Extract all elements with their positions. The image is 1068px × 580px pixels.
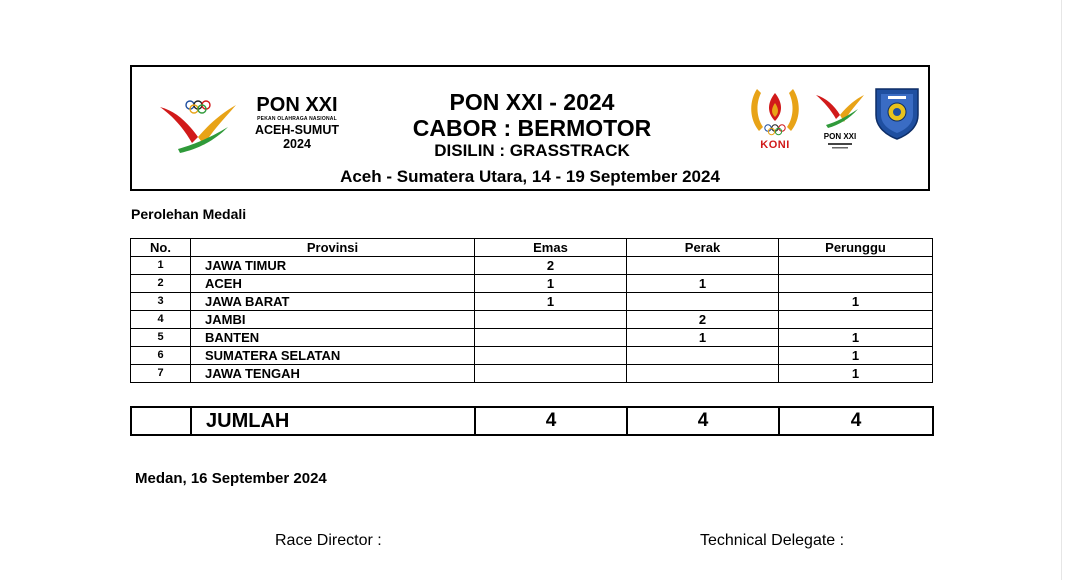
row-silver: 1 [627,329,779,347]
row-bronze: 1 [779,347,933,365]
table-header-row [131,239,933,257]
row-bronze: 1 [779,293,933,311]
place-date: Medan, 16 September 2024 [135,470,327,487]
row-province: ACEH [191,275,475,293]
row-gold: 1 [475,293,627,311]
row-gold: 2 [475,257,627,275]
row-province: JAMBI [191,311,475,329]
document-header [130,65,930,191]
koni-label: KONI [760,139,790,151]
row-bronze: 1 [779,365,933,383]
total-blank-cell [131,407,191,435]
row-gold: 1 [475,275,627,293]
row-no: 6 [131,347,191,365]
row-province: JAWA BARAT [191,293,475,311]
row-silver [627,347,779,365]
pon-small-logo-text: PON XXI [823,132,857,141]
row-silver [627,365,779,383]
row-no: 2 [131,275,191,293]
row-no: 4 [131,311,191,329]
imi-logo-icon [872,85,922,141]
table-row [131,347,933,365]
row-gold [475,329,627,347]
header-gold: Emas [475,239,627,257]
row-silver: 2 [627,311,779,329]
row-silver: 1 [627,275,779,293]
table-row [131,293,933,311]
row-province: JAWA TIMUR [191,257,475,275]
row-no: 5 [131,329,191,347]
technical-delegate-label: Technical Delegate : [700,532,845,549]
total-gold: 4 [475,407,627,435]
event-title: PON XXI - 2024 [449,89,615,115]
discipline-title: DISILIN : GRASSTRACK [434,141,630,160]
logo-subtitle: PEKAN OLAHRAGA NASIONAL [257,116,337,122]
row-gold [475,311,627,329]
table-row [131,311,933,329]
pon-small-logo-icon [814,87,866,153]
total-table [130,406,934,436]
table-row [131,275,933,293]
table-row [131,329,933,347]
row-province: BANTEN [191,329,475,347]
row-silver [627,257,779,275]
venue-dates: Aceh - Sumatera Utara, 14 - 19 September 2024 [340,167,720,186]
row-gold [475,365,627,383]
header-province: Provinsi [191,239,475,257]
logo-year: 2024 [283,136,311,151]
page-edge [1061,0,1062,580]
row-bronze [779,257,933,275]
header-no: No. [131,239,191,257]
sport-title: CABOR : BERMOTOR [412,115,652,141]
row-bronze [779,311,933,329]
total-silver: 4 [627,407,779,435]
table-row [131,365,933,383]
row-no: 1 [131,257,191,275]
row-province: JAWA TENGAH [191,365,475,383]
header-bronze: Perunggu [779,239,933,257]
medal-table [130,238,933,383]
row-gold [475,347,627,365]
pon-logo-text [242,95,352,150]
pon-logo-icon [158,93,238,155]
section-label: Perolehan Medali [131,206,247,222]
row-no: 7 [131,365,191,383]
total-bronze: 4 [779,407,933,435]
row-no: 3 [131,293,191,311]
header-silver: Perak [627,239,779,257]
table-row [131,257,933,275]
total-row [131,407,933,435]
logo-region: ACEH-SUMUT [254,123,340,137]
row-bronze: 1 [779,329,933,347]
total-label: JUMLAH [191,407,475,435]
row-bronze [779,275,933,293]
logo-title: PON XXI [256,94,338,116]
race-director-label: Race Director : [275,532,382,549]
row-silver [627,293,779,311]
row-province: SUMATERA SELATAN [191,347,475,365]
